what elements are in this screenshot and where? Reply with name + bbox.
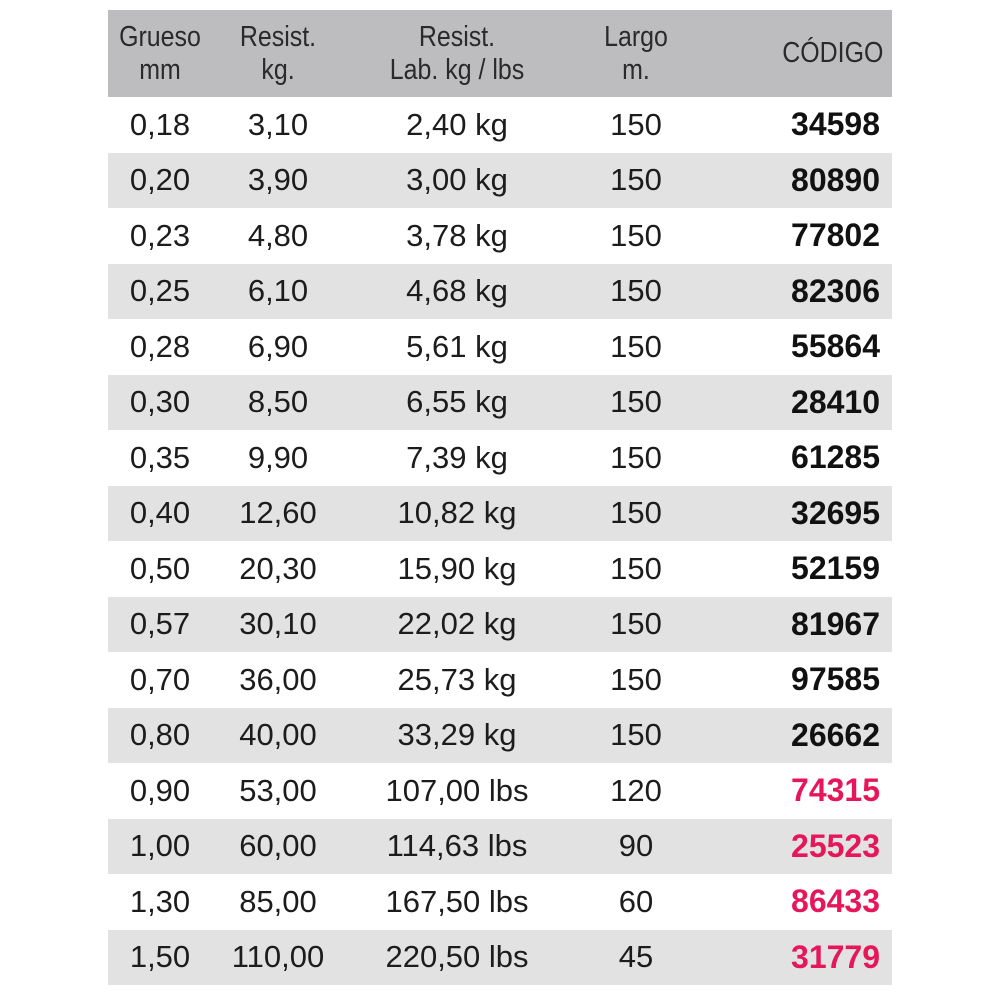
cell-codigo: 86433 — [791, 883, 880, 920]
cell-resist: 12,60 — [239, 495, 317, 531]
table-row — [108, 930, 892, 986]
cell-lab: 220,50 lbs — [385, 939, 529, 975]
cell-lab: 33,29 kg — [397, 717, 517, 753]
cell-largo: 150 — [610, 106, 662, 142]
header-row — [108, 10, 892, 97]
cell-resist: 20,30 — [239, 550, 317, 586]
cell-codigo: 80890 — [791, 161, 880, 198]
cell-resist: 85,00 — [239, 883, 317, 919]
cell-grueso: 0,30 — [129, 384, 191, 420]
cell-lab: 2,40 kg — [406, 106, 508, 142]
cell-largo: 150 — [610, 328, 662, 364]
cell-grueso: 0,70 — [129, 661, 191, 697]
cell-largo: 150 — [610, 162, 662, 198]
cell-lab: 6,55 kg — [406, 384, 508, 420]
header-resist — [221, 10, 335, 97]
cell-grueso: 0,80 — [129, 717, 191, 753]
cell-codigo: 74315 — [791, 772, 880, 809]
header-grueso — [115, 10, 204, 97]
table-row — [108, 97, 892, 153]
cell-codigo: 25523 — [791, 827, 880, 864]
cell-lab: 15,90 kg — [397, 550, 517, 586]
cell-resist: 40,00 — [239, 717, 317, 753]
cell-grueso: 0,25 — [129, 273, 191, 309]
header-resist-lab-line2: Lab. kg / lbs — [389, 53, 525, 86]
cell-lab: 167,50 lbs — [385, 883, 529, 919]
header-resist-line1: Resist. — [239, 20, 317, 53]
cell-resist: 30,10 — [239, 606, 317, 642]
cell-grueso: 0,50 — [129, 550, 191, 586]
cell-resist: 9,90 — [247, 439, 309, 475]
cell-grueso: 0,90 — [129, 772, 191, 808]
table-row — [108, 708, 892, 764]
cell-largo: 150 — [610, 661, 662, 697]
table-row — [108, 208, 892, 264]
table-row — [108, 153, 892, 209]
table-row — [108, 763, 892, 819]
table-row — [108, 264, 892, 320]
cell-lab: 5,61 kg — [406, 328, 508, 364]
cell-resist: 53,00 — [239, 772, 317, 808]
table-row — [108, 486, 892, 542]
cell-largo: 150 — [610, 550, 662, 586]
cell-codigo: 26662 — [791, 716, 880, 753]
header-largo-line1: Largo — [604, 20, 668, 53]
table-body — [108, 97, 892, 985]
cell-resist: 60,00 — [239, 828, 317, 864]
cell-largo: 150 — [610, 384, 662, 420]
cell-codigo: 31779 — [791, 938, 880, 975]
cell-largo: 150 — [610, 606, 662, 642]
header-resist-lab — [360, 10, 554, 97]
cell-grueso: 0,23 — [129, 217, 191, 253]
table-row — [108, 874, 892, 930]
cell-lab: 10,82 kg — [397, 495, 517, 531]
cell-grueso: 0,28 — [129, 328, 191, 364]
spec-table — [108, 10, 892, 985]
cell-largo: 150 — [610, 495, 662, 531]
header-codigo — [729, 10, 892, 97]
cell-codigo: 32695 — [791, 494, 880, 531]
cell-lab: 114,63 lbs — [386, 828, 528, 864]
table-row — [108, 597, 892, 653]
table-header — [108, 10, 892, 97]
cell-grueso: 0,35 — [129, 439, 191, 475]
cell-resist: 4,80 — [247, 217, 309, 253]
cell-resist: 3,90 — [247, 162, 309, 198]
cell-resist: 3,10 — [247, 106, 309, 142]
cell-codigo: 77802 — [791, 217, 880, 254]
cell-grueso: 1,00 — [129, 828, 191, 864]
cell-codigo: 61285 — [791, 439, 880, 476]
table-row — [108, 819, 892, 875]
table-row — [108, 319, 892, 375]
cell-resist: 110,00 — [231, 939, 325, 975]
header-resist-line2: kg. — [261, 53, 295, 86]
cell-grueso: 0,40 — [129, 495, 191, 531]
cell-lab: 7,39 kg — [406, 439, 508, 475]
cell-largo: 150 — [610, 439, 662, 475]
cell-grueso: 0,18 — [129, 106, 191, 142]
cell-lab: 107,00 lbs — [385, 772, 529, 808]
cell-lab: 3,00 kg — [406, 162, 508, 198]
cell-resist: 8,50 — [247, 384, 309, 420]
cell-largo: 150 — [610, 217, 662, 253]
cell-largo: 60 — [618, 883, 654, 919]
cell-lab: 22,02 kg — [397, 606, 517, 642]
cell-resist: 6,10 — [247, 273, 309, 309]
cell-grueso: 0,57 — [129, 606, 191, 642]
cell-lab: 25,73 kg — [397, 661, 517, 697]
cell-codigo: 81967 — [791, 605, 880, 642]
cell-largo: 150 — [610, 273, 662, 309]
header-grueso-line1: Grueso — [119, 20, 201, 53]
cell-grueso: 1,30 — [129, 883, 191, 919]
cell-lab: 3,78 kg — [406, 217, 508, 253]
header-codigo-label: CÓDIGO — [782, 37, 884, 69]
cell-largo: 150 — [610, 717, 662, 753]
cell-grueso: 1,50 — [129, 939, 191, 975]
table-row — [108, 430, 892, 486]
table-row — [108, 541, 892, 597]
header-largo — [579, 10, 693, 97]
table-row — [108, 652, 892, 708]
cell-largo: 45 — [618, 939, 654, 975]
cell-resist: 36,00 — [239, 661, 317, 697]
cell-grueso: 0,20 — [129, 162, 191, 198]
cell-resist: 6,90 — [247, 328, 309, 364]
header-largo-line2: m. — [622, 53, 650, 86]
cell-codigo: 55864 — [791, 328, 880, 365]
cell-largo: 90 — [618, 828, 654, 864]
cell-codigo: 28410 — [791, 383, 880, 420]
table-row — [108, 375, 892, 431]
cell-codigo: 34598 — [791, 106, 880, 143]
cell-largo: 120 — [610, 772, 662, 808]
header-grueso-line2: mm — [139, 53, 181, 86]
cell-codigo: 82306 — [791, 272, 880, 309]
cell-codigo: 52159 — [791, 550, 880, 587]
header-resist-lab-line1: Resist. — [418, 20, 496, 53]
cell-lab: 4,68 kg — [406, 273, 508, 309]
cell-codigo: 97585 — [791, 661, 880, 698]
